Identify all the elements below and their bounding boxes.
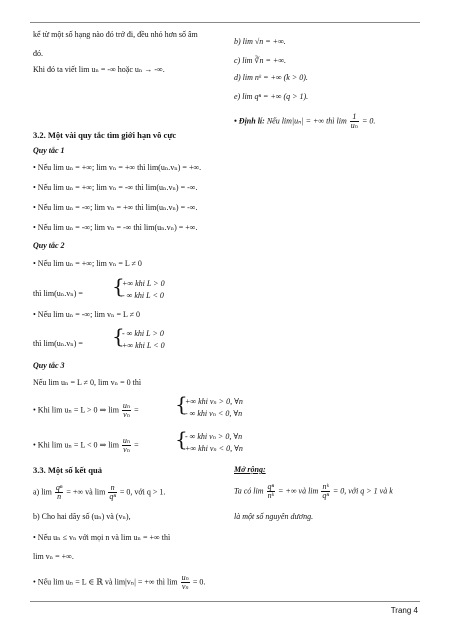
- case-line: - ∞ khi L > 0: [122, 329, 164, 338]
- rule3-a: • Khi lim uₙ = L > 0 ⇒ lim $\frac{\text{uₙ}}{\text{vₙ}}$ =: [33, 401, 139, 419]
- result-item: c) lim ∛n = +∞.: [234, 56, 287, 65]
- extension-title: Mở rộng:: [234, 465, 266, 474]
- rule-line: • Nếu lim uₙ = +∞; lim vₙ = -∞ thì lim(uₙ.vₙ) = -∞.: [33, 183, 198, 192]
- rule-title: Quy tắc 1: [33, 146, 65, 155]
- section-title: 3.3. Một số kết quả: [33, 465, 102, 475]
- result-item: b) lim √n = +∞.: [234, 37, 286, 46]
- top-rule: [30, 22, 420, 23]
- rule-title: Quy tắc 2: [33, 241, 65, 250]
- brace-icon: {: [175, 427, 188, 451]
- case-line: - ∞ khi L < 0: [122, 291, 164, 300]
- rule3-b: • Khi lim uₙ = L < 0 ⇒ lim $\frac{\text{uₙ}}{\text{vₙ}}$ =: [33, 436, 139, 454]
- page-number: Trang 4: [390, 606, 418, 615]
- text-line: b) Cho hai dãy số (uₙ) và (vₙ),: [33, 512, 131, 521]
- case-line: - ∞ khi vₙ < 0, ∀n: [185, 409, 243, 418]
- rule-title: Quy tắc 3: [33, 361, 65, 370]
- case-line: +∞ khi vₙ > 0, ∀n: [185, 397, 243, 406]
- rule-line: • Nếu lim uₙ = +∞; lim vₙ = L ≠ 0: [33, 259, 142, 268]
- text-line: • Nếu uₙ ≤ vₙ với mọi n và lim uₙ = +∞ thì: [33, 533, 171, 542]
- definition-fraction: $\frac{1}{\text{uₙ}}$: [350, 112, 358, 130]
- definition-text: Nếu lim|uₙ| = +∞ thì lim: [266, 116, 347, 126]
- rule-line: • Nếu lim uₙ = -∞; lim vₙ = +∞ thì lim(uₙ.vₙ) = -∞.: [33, 203, 198, 212]
- case-line: +∞ khi vₙ < 0, ∀n: [185, 444, 243, 453]
- result-item: e) lim qⁿ = +∞ (q > 1).: [234, 92, 309, 101]
- result-a: a) lim $\frac{\text{qⁿ}}{n}$ = +∞ và lim $\frac{n}{\text{qⁿ}}$ = 0, với q > 1.: [33, 483, 166, 501]
- case-line: +∞ khi L < 0: [122, 341, 165, 350]
- brace-icon: {: [175, 392, 188, 416]
- text-line: lim vₙ = +∞.: [33, 552, 74, 561]
- definition: [234, 113, 375, 130]
- case-line: +∞ khi L > 0: [122, 279, 165, 288]
- result-item: d) lim nᵏ = +∞ (k > 0).: [234, 73, 308, 82]
- fraction: $\frac{\text{uₙ}}{\text{vₙ}}$: [181, 573, 189, 591]
- fraction: $\frac{\text{uₙ}}{\text{vₙ}}$: [122, 401, 131, 419]
- brace-icon: {: [112, 274, 125, 298]
- text-line: kể từ một số hạng nào đó trở đi, đều nhỏ hơn số âm: [33, 30, 198, 39]
- text-line: Khi đó ta viết lim uₙ = -∞ hoặc uₙ → -∞.: [33, 65, 165, 74]
- case-line: - ∞ khi vₙ > 0, ∀n: [185, 432, 243, 441]
- fraction: $\frac{\text{nᵏ}}{\text{qⁿ}}$: [322, 482, 329, 500]
- definition-tail: = 0.: [361, 116, 376, 126]
- extension-line2: là một số nguyên dương.: [234, 512, 314, 521]
- rule-line: thì lim(uₙ.vₙ) =: [33, 289, 83, 298]
- fraction: $\frac{\text{uₙ}}{\text{vₙ}}$: [122, 436, 131, 454]
- text-line: đó.: [33, 49, 43, 58]
- rule-line: thì lim(uₙ.vₙ) =: [33, 339, 83, 348]
- definition-label: • Định lí:: [234, 116, 265, 126]
- rule-line: Nếu lim uₙ = L ≠ 0, lim vₙ = 0 thì: [33, 378, 142, 387]
- brace-icon: {: [112, 324, 125, 348]
- rule-line: • Nếu lim uₙ = +∞; lim vₙ = +∞ thì lim(uₙ.vₙ) = +∞.: [33, 163, 202, 172]
- bottom-rule: [30, 601, 420, 602]
- fraction: $\frac{n}{\text{qⁿ}}$: [109, 483, 116, 501]
- fraction: $\frac{\text{qⁿ}}{n}$: [55, 483, 63, 501]
- extension-line: Ta có lim $\frac{\text{qⁿ}}{\text{nᵏ}}$ = +∞ và lim $\frac{\text{nᵏ}}{\text{qⁿ}}$ = 0, với q > 1 và k: [234, 482, 393, 500]
- rule-line: • Nếu lim uₙ = -∞; lim vₙ = -∞ thì lim(uₙ.vₙ) = +∞.: [33, 223, 198, 232]
- rule-line: • Nếu lim uₙ = -∞; lim vₙ = L ≠ 0: [33, 310, 140, 319]
- fraction: $\frac{\text{qⁿ}}{\text{nᵏ}}$: [267, 482, 275, 500]
- section-title: 3.2. Một vài quy tắc tìm giới hạn vô cực: [33, 130, 177, 140]
- result-b2: • Nếu lim uₙ = L ∈ ℝ và lim|vₙ| = +∞ thì lim $\frac{\text{uₙ}}{\text{vₙ}}$ = 0.: [33, 573, 206, 591]
